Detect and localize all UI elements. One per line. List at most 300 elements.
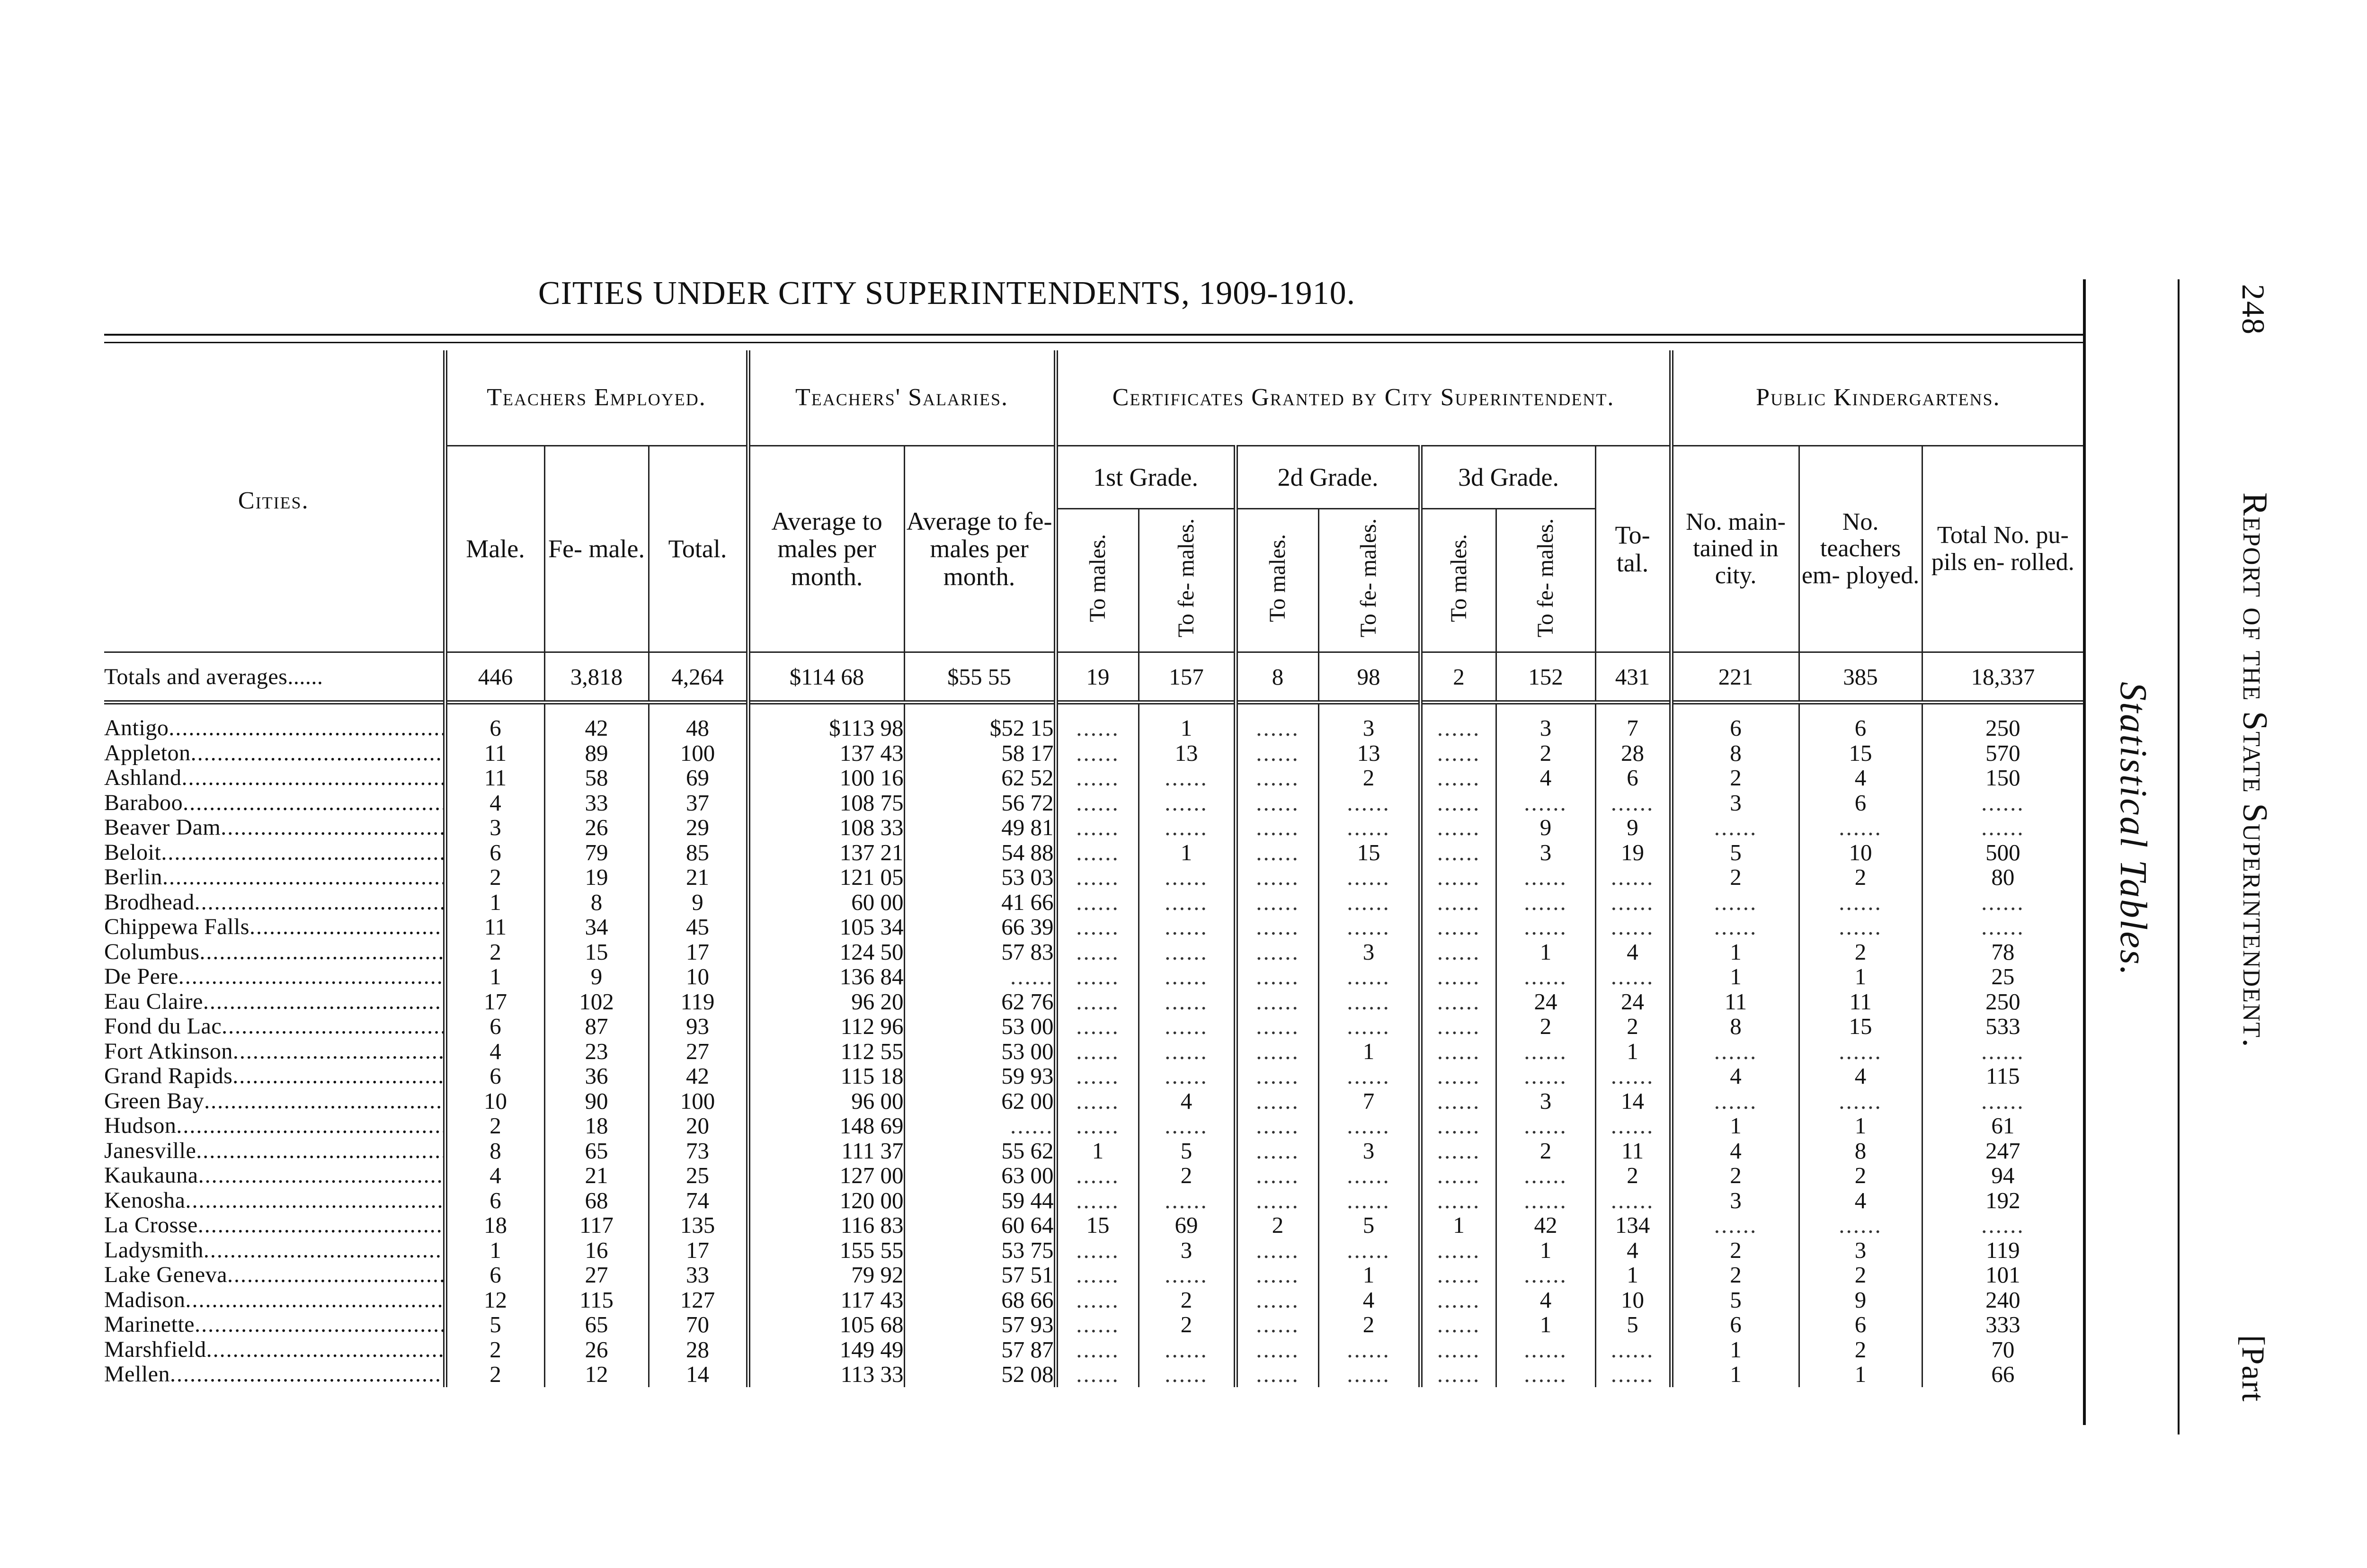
totals-avg-females: $55 55 [904,652,1056,703]
cell-ct: 1 [1595,1039,1671,1064]
cell-g1f: ...... [1139,1362,1236,1387]
cell-total: 28 [649,1337,748,1363]
cell-female: 18 [544,1114,649,1139]
cell-g3m: ...... [1420,1064,1496,1089]
cell-ct: 7 [1595,716,1671,741]
cell-g2m: ...... [1236,1064,1318,1089]
cell-total: 27 [649,1039,748,1064]
cell-g3f: ...... [1496,791,1595,816]
cell-g1f: ...... [1139,940,1236,965]
cell-g2f: ...... [1318,815,1420,840]
city-name [104,1039,445,1064]
cell-kt: ...... [1799,1213,1922,1238]
city-name [104,1337,445,1363]
cell-avg_f: 49 81 [904,815,1056,840]
cell-g3f: ...... [1496,964,1595,989]
cell-male: 4 [445,1039,544,1064]
cell-avg_f: 53 00 [904,1014,1056,1039]
cell-g1f: ...... [1139,865,1236,890]
cell-total: 10 [649,964,748,989]
sep-cell [904,703,1056,716]
cell-total: 42 [649,1064,748,1089]
cell-avg_f: 58 17 [904,741,1056,766]
cell-g3m: ...... [1420,840,1496,865]
cell-g2f: ...... [1318,1362,1420,1387]
cell-avg_f: $52 15 [904,716,1056,741]
totals-g2f: 98 [1318,652,1420,703]
cell-kt: 2 [1799,1337,1922,1363]
cell-ct: 6 [1595,766,1671,791]
city-name-text: Ashland [104,766,182,790]
page-number: 248 [2235,284,2271,335]
cell-g3f: ...... [1496,1263,1595,1288]
right-border-rule [2083,279,2086,1425]
table-row [104,1288,2083,1313]
cell-g3m: ...... [1420,1312,1496,1337]
cell-km: 6 [1671,1312,1799,1337]
cell-g2f: ...... [1318,1114,1420,1139]
cell-kt: 9 [1799,1288,1922,1313]
city-name [104,915,445,940]
cell-g3m: ...... [1420,964,1496,989]
leader-dots [185,1188,445,1213]
cell-avg_f: 60 64 [904,1213,1056,1238]
cell-g1m: 1 [1056,1139,1139,1164]
city-name-text: Columbus [104,939,200,964]
leader-dots [227,1263,445,1287]
cell-km: 1 [1671,1337,1799,1363]
cell-male: 2 [445,940,544,965]
cell-g2m: ...... [1236,890,1318,915]
cell-km: 11 [1671,989,1799,1015]
cell-g1m: ...... [1056,1362,1139,1387]
cell-kp: ...... [1922,1089,2083,1114]
cell-female: 33 [544,791,649,816]
cell-kp: 192 [1922,1188,2083,1213]
cell-g1m: ...... [1056,840,1139,865]
g2-females-header: To fe- males. [1318,509,1420,652]
cell-male: 12 [445,1288,544,1313]
no-maintained-header: No. main- tained in city. [1671,446,1799,652]
cell-g3f: 3 [1496,1089,1595,1114]
cell-ct: ...... [1595,1362,1671,1387]
city-name [104,815,445,840]
cell-avg_m: 96 00 [748,1089,904,1114]
cell-g1m: ...... [1056,1114,1139,1139]
totals-label: Totals and averages...... [104,652,445,703]
cell-g1f: 2 [1139,1288,1236,1313]
cell-km: ...... [1671,915,1799,940]
sep-cell [1056,703,1139,716]
cell-km: ...... [1671,1039,1799,1064]
totals-avg-males: $114 68 [748,652,904,703]
cell-male: 10 [445,1089,544,1114]
cell-g2f: 4 [1318,1288,1420,1313]
cell-male: 6 [445,1188,544,1213]
city-name [104,890,445,915]
cell-km: 1 [1671,964,1799,989]
city-name [104,840,445,865]
leader-dots [191,741,445,766]
cell-total: 25 [649,1163,748,1188]
cell-g3m: ...... [1420,1337,1496,1363]
cell-kt: 6 [1799,791,1922,816]
avg-females-header: Average to fe- males per month. [904,446,1056,652]
cell-kt: ...... [1799,1089,1922,1114]
cell-total: 17 [649,940,748,965]
table-row [104,1362,2083,1387]
cell-female: 16 [544,1238,649,1263]
cell-kp: ...... [1922,915,2083,940]
cell-g1m: ...... [1056,890,1139,915]
cell-g1m: ...... [1056,1312,1139,1337]
cell-g3m: ...... [1420,915,1496,940]
cell-g2f: ...... [1318,1014,1420,1039]
sep-cell [1671,703,1799,716]
cell-g3m: ...... [1420,1263,1496,1288]
cell-kp: 533 [1922,1014,2083,1039]
cell-g3m: ...... [1420,716,1496,741]
cell-avg_m: 136 84 [748,964,904,989]
cell-female: 65 [544,1139,649,1164]
cell-kp: 66 [1922,1362,2083,1387]
cell-avg_f: 57 83 [904,940,1056,965]
cell-kp: 570 [1922,741,2083,766]
cell-g2m: ...... [1236,1089,1318,1114]
cell-km: 8 [1671,1014,1799,1039]
cell-g3m: 1 [1420,1213,1496,1238]
cell-male: 6 [445,840,544,865]
page-title: CITIES UNDER CITY SUPERINTENDENTS, 1909-1910. [538,275,1356,312]
cell-avg_m: 111 37 [748,1139,904,1164]
cell-kp: 247 [1922,1139,2083,1164]
cell-female: 58 [544,766,649,791]
cell-g3m: ...... [1420,1039,1496,1064]
cell-kp: 25 [1922,964,2083,989]
cell-avg_m: 105 34 [748,915,904,940]
cell-avg_f: 53 03 [904,865,1056,890]
cell-kp: 94 [1922,1163,2083,1188]
leader-dots [233,1039,445,1064]
cell-ct: 9 [1595,815,1671,840]
cell-kt: 4 [1799,1064,1922,1089]
cell-g1f: 1 [1139,716,1236,741]
cell-g1m: ...... [1056,815,1139,840]
cell-avg_m: 96 20 [748,989,904,1015]
city-name [104,1064,445,1089]
cell-kt: 4 [1799,1188,1922,1213]
cell-kt: 10 [1799,840,1922,865]
cell-kt: 6 [1799,1312,1922,1337]
table-row [104,1312,2083,1337]
margin-rule [2178,279,2180,1434]
cell-ct: ...... [1595,865,1671,890]
city-name [104,716,445,741]
cell-ct: 19 [1595,840,1671,865]
cell-g3m: ...... [1420,865,1496,890]
cell-ct: ...... [1595,1114,1671,1139]
cell-km: 4 [1671,1064,1799,1089]
table-row [104,766,2083,791]
cell-kt: 2 [1799,1163,1922,1188]
cell-g3m: ...... [1420,989,1496,1015]
cell-ct: ...... [1595,915,1671,940]
certificates-header: Certificates Granted by City Superintendent. [1056,350,1671,446]
cell-g3m: ...... [1420,1238,1496,1263]
table-row [104,915,2083,940]
teachers-salaries-header: Teachers' Salaries. [748,350,1056,446]
cell-g2m: ...... [1236,1312,1318,1337]
city-name-text: La Crosse [104,1213,198,1238]
cell-g2m: ...... [1236,1238,1318,1263]
cell-ct: ...... [1595,1188,1671,1213]
cell-g1f: ...... [1139,1263,1236,1288]
cell-female: 27 [544,1263,649,1288]
cell-female: 12 [544,1362,649,1387]
cell-total: 45 [649,915,748,940]
cell-g2f: ...... [1318,1238,1420,1263]
cell-g2f: ...... [1318,1163,1420,1188]
city-name-text: Mellen [104,1362,170,1387]
table-row [104,1163,2083,1188]
cell-female: 34 [544,915,649,940]
cell-g1m: ...... [1056,716,1139,741]
city-name-text: Hudson [104,1114,177,1138]
table-row [104,1213,2083,1238]
cell-ct: 11 [1595,1139,1671,1164]
cell-male: 8 [445,1139,544,1164]
leader-dots [204,1089,445,1114]
cities-header: Cities. [238,487,309,514]
cell-male: 2 [445,1362,544,1387]
cell-female: 21 [544,1163,649,1188]
cell-g2m: ...... [1236,1139,1318,1164]
city-name-text: Ladysmith [104,1238,204,1263]
cell-km: 2 [1671,766,1799,791]
cell-g3f: 2 [1496,741,1595,766]
cell-g1m: ...... [1056,741,1139,766]
cell-g2m: ...... [1236,1362,1318,1387]
cell-g2m: ...... [1236,1188,1318,1213]
city-name-text: Appleton [104,740,191,766]
statistics-table [104,350,2083,1387]
table-row [104,1014,2083,1039]
cell-total: 100 [649,1089,748,1114]
totals-g3m: 2 [1420,652,1496,703]
sep-cell [1236,703,1318,716]
cell-g2f: 1 [1318,1263,1420,1288]
cell-kt: 2 [1799,940,1922,965]
cell-g3f: ...... [1496,1362,1595,1387]
cell-ct: 28 [1595,741,1671,766]
cell-kt: ...... [1799,1039,1922,1064]
cell-g1f: 5 [1139,1139,1236,1164]
cell-km: 1 [1671,1362,1799,1387]
cell-g3f: 3 [1496,840,1595,865]
cell-g1f: ...... [1139,1064,1236,1089]
first-grade-header: 1st Grade. [1056,446,1236,509]
cell-g3f: 9 [1496,815,1595,840]
cell-g1f: ...... [1139,1188,1236,1213]
cell-g2m: ...... [1236,1337,1318,1363]
cell-kp: 250 [1922,716,2083,741]
cell-avg_m: 60 00 [748,890,904,915]
cell-g2f: ...... [1318,890,1420,915]
city-name [104,989,445,1015]
cell-km: 1 [1671,940,1799,965]
cell-total: 70 [649,1312,748,1337]
cell-g1m: ...... [1056,1288,1139,1313]
cell-kp: 101 [1922,1263,2083,1288]
totals-g1f: 157 [1139,652,1236,703]
cell-g3f: ...... [1496,1163,1595,1188]
sep-cell [1799,703,1922,716]
cell-female: 26 [544,815,649,840]
cell-km: 5 [1671,840,1799,865]
cell-kp: 333 [1922,1312,2083,1337]
cell-avg_m: 108 75 [748,791,904,816]
city-name-text: Beloit [104,840,161,865]
city-name [104,865,445,890]
cell-km: 3 [1671,791,1799,816]
cell-kp: 240 [1922,1288,2083,1313]
cell-ct: 24 [1595,989,1671,1015]
cell-male: 11 [445,766,544,791]
cell-g3m: ...... [1420,1188,1496,1213]
city-name-text: Green Bay [104,1088,205,1114]
cell-kt: 6 [1799,716,1922,741]
cell-kt: ...... [1799,815,1922,840]
cell-male: 17 [445,989,544,1015]
city-name-text: Fond du Lac [104,1014,222,1039]
cell-g1m: ...... [1056,1039,1139,1064]
cell-g3f: 24 [1496,989,1595,1015]
cell-total: 93 [649,1014,748,1039]
avg-males-header: Average to males per month. [748,446,904,652]
cell-g2m: ...... [1236,1014,1318,1039]
cell-g3m: ...... [1420,940,1496,965]
section-title: Statistical Tables. [2112,682,2154,977]
leader-dots [204,1238,445,1263]
cell-km: 4 [1671,1139,1799,1164]
total-header: Total. [649,446,748,652]
cell-avg_m: 115 18 [748,1064,904,1089]
cell-g2m: 2 [1236,1213,1318,1238]
leader-dots [181,766,445,790]
leader-dots [198,1213,445,1238]
female-header: Fe- male. [544,446,649,652]
cell-g1m: ...... [1056,1337,1139,1363]
table-row [104,865,2083,890]
cell-male: 6 [445,1064,544,1089]
cell-female: 65 [544,1312,649,1337]
cell-g1f: 13 [1139,741,1236,766]
part-label: [Part [2235,1335,2271,1403]
cell-g3m: ...... [1420,1139,1496,1164]
cell-g3m: ...... [1420,766,1496,791]
cell-female: 68 [544,1188,649,1213]
g1-males-header: To males. [1056,509,1139,652]
cell-avg_f: ...... [904,964,1056,989]
sep-cell [1595,703,1671,716]
city-name-text: Lake Geneva [104,1263,228,1287]
city-name [104,1163,445,1188]
cell-avg_m: 155 55 [748,1238,904,1263]
leader-dots [195,890,445,915]
table-row [104,1064,2083,1089]
cell-total: 73 [649,1139,748,1164]
cell-g2f: 1 [1318,1039,1420,1064]
cell-g2m: ...... [1236,791,1318,816]
cell-g3f: ...... [1496,1188,1595,1213]
cell-female: 79 [544,840,649,865]
city-name [104,1312,445,1337]
city-name [104,1114,445,1139]
cell-g1m: ...... [1056,940,1139,965]
cell-g2m: ...... [1236,716,1318,741]
cell-g2f: 3 [1318,940,1420,965]
cell-female: 89 [544,741,649,766]
cell-ct: 134 [1595,1213,1671,1238]
cell-g3f: ...... [1496,915,1595,940]
cell-g1m: ...... [1056,766,1139,791]
leader-dots [206,1337,445,1362]
cell-kp: ...... [1922,791,2083,816]
cell-g1m: ...... [1056,1014,1139,1039]
table-row [104,815,2083,840]
cell-male: 1 [445,1238,544,1263]
city-name-text: De Pere [104,964,178,989]
cell-kt: 1 [1799,1114,1922,1139]
cell-g3f: 2 [1496,1014,1595,1039]
cell-ct: 1 [1595,1263,1671,1288]
cell-g2m: ...... [1236,766,1318,791]
city-name [104,1263,445,1288]
second-grade-header: 2d Grade. [1236,446,1420,509]
city-name [104,1288,445,1313]
city-name-text: Janesville [104,1138,196,1163]
cell-total: 74 [649,1188,748,1213]
city-name-text: Marinette [104,1312,195,1337]
cell-kp: 78 [1922,940,2083,965]
cell-km: 2 [1671,1163,1799,1188]
sep-cell [1318,703,1420,716]
header-row-groups [104,350,2083,446]
cell-g3m: ...... [1420,791,1496,816]
cell-g3f: 2 [1496,1139,1595,1164]
cell-total: 127 [649,1288,748,1313]
cell-km: 5 [1671,1288,1799,1313]
cell-male: 4 [445,791,544,816]
cell-g1f: 2 [1139,1312,1236,1337]
cell-female: 15 [544,940,649,965]
cell-avg_m: 112 96 [748,1014,904,1039]
totals-kpupils: 18,337 [1922,652,2083,703]
cell-g2f: ...... [1318,1337,1420,1363]
totals-g1m: 19 [1056,652,1139,703]
cell-female: 23 [544,1039,649,1064]
cell-g3m: ...... [1420,1014,1496,1039]
cell-g1m: ...... [1056,791,1139,816]
cell-kp: 115 [1922,1064,2083,1089]
cell-avg_f: 66 39 [904,915,1056,940]
cell-g2f: 3 [1318,716,1420,741]
leader-dots [222,1014,445,1039]
cell-kp: 80 [1922,865,2083,890]
cell-g3f: ...... [1496,1039,1595,1064]
cell-kp: ...... [1922,1039,2083,1064]
city-name [104,1213,445,1238]
